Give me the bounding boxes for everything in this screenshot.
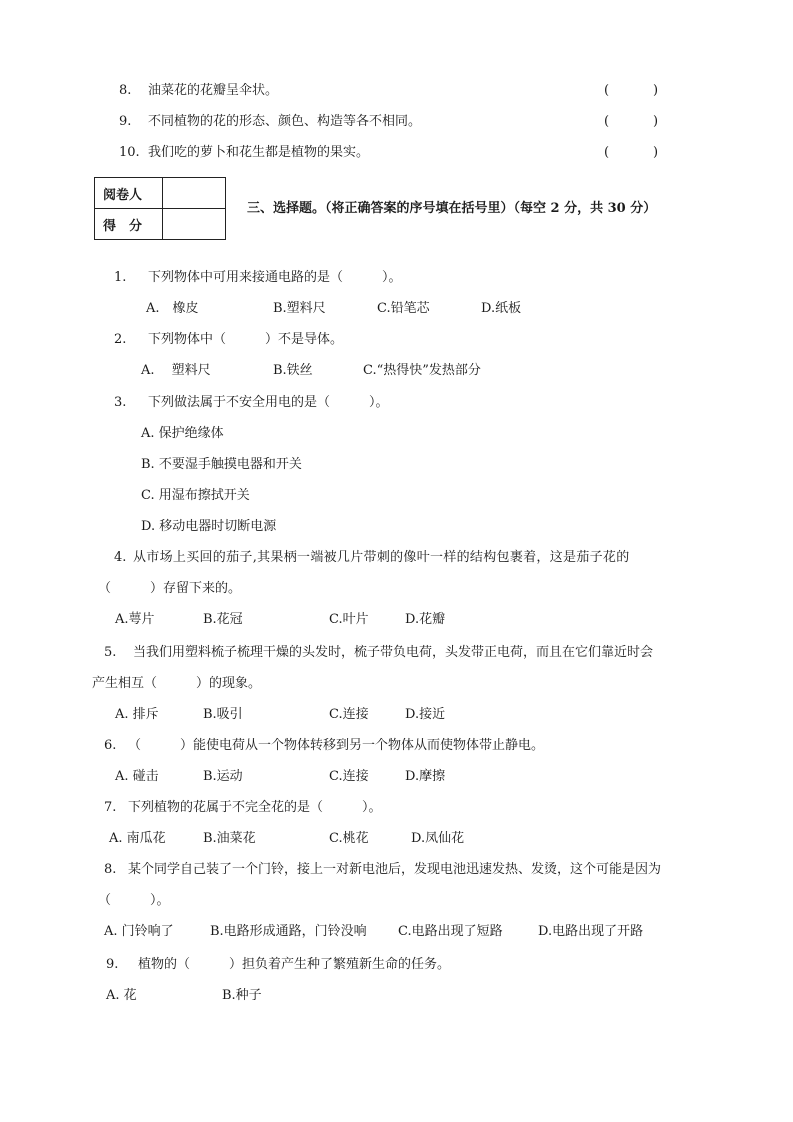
question-number: 5. (104, 645, 117, 660)
question-stem: 下列物体中可用来接通电路的是（ ）。 (148, 270, 402, 285)
item-number: 8. (119, 83, 132, 98)
score-label: 得 分 (95, 209, 163, 240)
question-stem-continued: （ ）存留下来的。 (98, 581, 242, 596)
answer-blank-close: ) (653, 83, 659, 98)
option[interactable]: C.连接 (329, 707, 369, 722)
question-number: 1. (114, 270, 127, 285)
option[interactable]: B.吸引 (203, 707, 243, 722)
option[interactable]: C. 用湿布擦拭开关 (141, 488, 250, 503)
question-stem: 下列植物的花属于不完全花的是（ ）。 (128, 800, 382, 815)
option[interactable]: B.油菜花 (203, 831, 256, 846)
answer-blank-open[interactable]: ( (604, 83, 610, 98)
question-stem: 某个同学自己装了一个门铃，接上一对新电池后，发现电池迅速发热、发烫，这个可能是因为 (128, 862, 662, 877)
question-number: 2. (114, 332, 127, 347)
option[interactable]: D.花瓣 (405, 612, 446, 627)
option[interactable]: C.叶片 (329, 612, 369, 627)
question-number: 7. (104, 800, 117, 815)
score-field[interactable] (163, 209, 226, 240)
question-stem-continued: 产生相互（ ）的现象。 (92, 676, 262, 691)
option[interactable]: C.桃花 (329, 831, 369, 846)
answer-blank-close: ) (653, 114, 659, 129)
option[interactable]: C.电路出现了短路 (398, 924, 503, 939)
item-text: 油菜花的花瓣呈伞状。 (148, 83, 279, 98)
option[interactable]: D.电路出现了开路 (538, 924, 644, 939)
question-number: 4. (114, 550, 127, 565)
question-number: 3. (114, 395, 127, 410)
option[interactable]: D.接近 (405, 707, 446, 722)
item-number: 10. (119, 145, 140, 160)
answer-blank-close: ) (653, 145, 659, 160)
option[interactable]: D.摩擦 (405, 769, 446, 784)
option[interactable]: A. 花 (106, 988, 137, 1003)
question-stem: 下列做法属于不安全用电的是（ ）。 (148, 395, 389, 410)
option[interactable]: C.“热得快”发热部分 (363, 363, 481, 378)
option[interactable]: D.纸板 (481, 301, 522, 316)
score-table (94, 177, 226, 240)
option[interactable]: B.运动 (203, 769, 243, 784)
option[interactable]: C.连接 (329, 769, 369, 784)
question-number: 6. (104, 738, 117, 753)
option[interactable]: A. 南瓜花 (109, 831, 166, 846)
option[interactable]: D.凤仙花 (411, 831, 465, 846)
option[interactable]: A. 门铃响了 (104, 924, 174, 939)
option[interactable]: D. 移动电器时切断电源 (141, 519, 277, 534)
question-stem: 当我们用塑料梳子梳理干燥的头发时，梳子带负电荷，头发带正电荷，而且在它们靠近时会 (133, 645, 654, 660)
answer-blank-open[interactable]: ( (604, 114, 610, 129)
item-text: 我们吃的萝卜和花生都是植物的果实。 (148, 145, 370, 160)
reviewer-label: 阅卷人 (95, 178, 163, 209)
question-stem: 下列物体中（ ）不是导体。 (148, 332, 344, 347)
section-title: 三、选择题。（将正确答案的序号填在括号里）（每空 2 分，共 30 分） (247, 201, 657, 216)
answer-blank-open[interactable]: ( (604, 145, 610, 160)
option[interactable]: B. 不要湿手触摸电器和开关 (141, 457, 302, 472)
option[interactable]: A. 保护绝缘体 (141, 426, 224, 441)
option[interactable]: A.萼片 (115, 612, 155, 627)
question-stem: 从市场上买回的茄子,其果柄一端被几片带刺的像叶一样的结构包裹着，这是茄子花的 (133, 550, 630, 565)
question-stem-continued: （ ）。 (98, 893, 170, 908)
reviewer-field[interactable] (163, 178, 226, 209)
option[interactable]: B.花冠 (203, 612, 243, 627)
question-number: 8. (104, 862, 117, 877)
question-number: 9. (106, 957, 119, 972)
question-stem: 植物的（ ）担负着产生种了繁殖新生命的任务。 (138, 957, 451, 972)
option[interactable]: A. 碰击 (115, 769, 159, 784)
option[interactable]: B.铁丝 (273, 363, 313, 378)
option[interactable]: C.铅笔芯 (377, 301, 430, 316)
item-number: 9. (119, 114, 132, 129)
option[interactable]: A. 排斥 (115, 707, 159, 722)
option[interactable]: B.电路形成通路，门铃没响 (210, 924, 367, 939)
option[interactable]: A. 塑料尺 (141, 363, 211, 378)
option[interactable]: B.种子 (222, 988, 262, 1003)
item-text: 不同植物的花的形态、颜色、构造等各不相同。 (148, 114, 422, 129)
option[interactable]: A. 橡皮 (146, 301, 199, 316)
option[interactable]: B.塑料尺 (273, 301, 326, 316)
question-stem: （ ）能使电荷从一个物体转移到另一个物体从而使物体带止静电。 (128, 738, 545, 753)
